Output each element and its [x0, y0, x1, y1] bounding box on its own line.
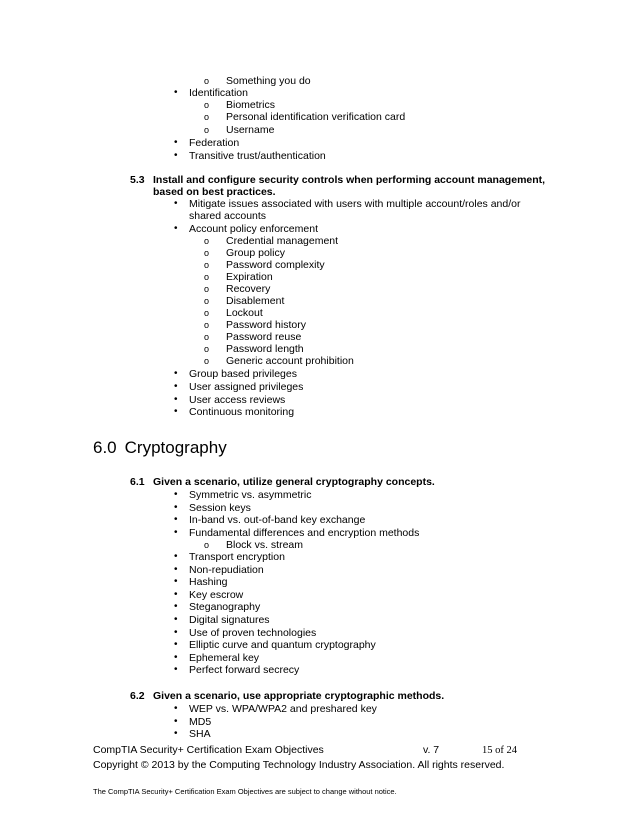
list-item: User assigned privileges — [189, 380, 304, 393]
bullet-icon: • — [174, 198, 178, 209]
list-item: MD5 — [189, 715, 212, 728]
bullet-icon: • — [174, 563, 178, 575]
chapter-heading — [93, 438, 227, 458]
list-item: Transport encryption — [189, 551, 285, 563]
bullet-icon: • — [174, 380, 178, 392]
circle-marker-icon: o — [204, 332, 210, 342]
list-item: Federation — [189, 137, 240, 149]
bullet-icon: • — [174, 223, 178, 234]
section-title-continued: based on best practices. — [153, 186, 276, 198]
list-subitem: Username — [226, 124, 275, 136]
list-item: Steganography — [189, 601, 261, 614]
list-subitem: Lockout — [226, 307, 263, 319]
bullet-icon: • — [174, 150, 178, 161]
circle-marker-icon: o — [204, 112, 210, 122]
list-subitem: Recovery — [226, 283, 271, 295]
footer-page-number: 15 of 24 — [482, 745, 517, 756]
section-number: 6.2 — [130, 690, 145, 702]
circle-marker-icon: o — [204, 76, 210, 86]
circle-marker-icon: o — [204, 296, 210, 306]
list-subitem: Something you do — [226, 75, 311, 87]
list-item: Group based privileges — [189, 368, 297, 380]
list-item: Fundamental differences and encryption methods — [189, 526, 420, 539]
bullet-icon: • — [174, 715, 178, 727]
list-item: Perfect forward secrecy — [189, 664, 300, 677]
footer-version: v. 7 — [423, 744, 440, 756]
section-number: 5.3 — [130, 174, 145, 186]
list-subitem: Disablement — [226, 295, 285, 307]
list-item: Symmetric vs. asymmetric — [189, 489, 312, 501]
list-item: Key escrow — [189, 588, 244, 601]
bullet-icon: • — [174, 601, 178, 613]
bullet-icon: • — [174, 551, 178, 562]
list-item: Identification — [189, 87, 248, 99]
section-title: Install and configure security controls when performing account management, — [153, 174, 546, 186]
section-title: Given a scenario, use appropriate cryptographic methods. — [153, 690, 445, 702]
bullet-icon: • — [174, 639, 178, 651]
bullet-icon: • — [174, 514, 178, 526]
bullet-icon: • — [174, 588, 178, 600]
list-subitem: Generic account prohibition — [226, 355, 354, 367]
footer-notice: The CompTIA Security+ Certification Exam Objectives are subject to change without notice. — [93, 787, 397, 796]
list-subitem: Password complexity — [226, 259, 325, 271]
list-subitem: Expiration — [226, 271, 273, 283]
bullet-icon: • — [174, 393, 178, 405]
list-subitem: Personal identification verification card — [226, 111, 406, 123]
circle-marker-icon: o — [204, 236, 210, 246]
list-subitem: Password reuse — [226, 331, 302, 343]
list-item: Use of proven technologies — [189, 626, 317, 639]
list-item: Mitigate issues associated with users with multiple account/roles and/or — [189, 198, 521, 210]
bullet-icon: • — [174, 137, 178, 148]
list-item: Digital signatures — [189, 614, 270, 626]
list-subitem: Block vs. stream — [226, 539, 304, 551]
bullet-icon: • — [174, 576, 178, 588]
bullet-icon: • — [174, 87, 178, 98]
bullet-icon: • — [174, 614, 178, 625]
footer-copyright: Copyright © 2013 by the Computing Technology Industry Association. All rights reserved. — [93, 759, 505, 771]
bullet-icon: • — [174, 664, 178, 676]
list-item-continued: shared accounts — [189, 210, 267, 222]
bullet-icon: • — [174, 626, 178, 638]
circle-marker-icon: o — [204, 540, 210, 550]
bullet-icon: • — [174, 526, 178, 538]
footer-title: CompTIA Security+ Certification Exam Objectives — [93, 744, 324, 756]
circle-marker-icon: o — [204, 125, 210, 135]
circle-marker-icon: o — [204, 248, 210, 258]
list-subitem: Group policy — [226, 247, 285, 259]
bullet-icon: • — [174, 728, 178, 739]
section-title: Given a scenario, utilize general cryptography concepts. — [153, 476, 435, 488]
circle-marker-icon: o — [204, 320, 210, 330]
list-item: Continuous monitoring — [189, 406, 295, 419]
circle-marker-icon: o — [204, 356, 210, 366]
circle-marker-icon: o — [204, 100, 210, 110]
list-item: Ephemeral key — [189, 651, 260, 664]
list-subitem: Password history — [226, 319, 306, 331]
list-item: Non-repudiation — [189, 563, 264, 576]
bullet-icon: • — [174, 489, 178, 500]
circle-marker-icon: o — [204, 272, 210, 282]
circle-marker-icon: o — [204, 260, 210, 270]
list-subitem: Biometrics — [226, 99, 276, 111]
list-item: Account policy enforcement — [189, 223, 318, 235]
section-number: 6.1 — [130, 476, 145, 488]
list-item: WEP vs. WPA/WPA2 and preshared key — [189, 703, 377, 715]
list-item: In-band vs. out-of-band key exchange — [189, 514, 366, 527]
circle-marker-icon: o — [204, 344, 210, 354]
list-subitem: Password length — [226, 343, 304, 355]
chapter-title: Cryptography — [124, 438, 227, 457]
circle-marker-icon: o — [204, 308, 210, 318]
list-subitem: Credential management — [226, 235, 339, 247]
list-item: SHA — [189, 728, 211, 740]
bullet-icon: • — [174, 703, 178, 714]
list-item: Elliptic curve and quantum cryptography — [189, 639, 376, 652]
bullet-icon: • — [174, 651, 178, 663]
list-item: Session keys — [189, 501, 251, 514]
bullet-icon: • — [174, 501, 178, 513]
circle-marker-icon: o — [204, 284, 210, 294]
list-item: Transitive trust/authentication — [189, 150, 326, 162]
chapter-number: 6.0 — [93, 438, 117, 457]
list-item: Hashing — [189, 576, 228, 589]
bullet-icon: • — [174, 406, 178, 418]
bullet-icon: • — [174, 368, 178, 379]
list-item: User access reviews — [189, 393, 286, 406]
